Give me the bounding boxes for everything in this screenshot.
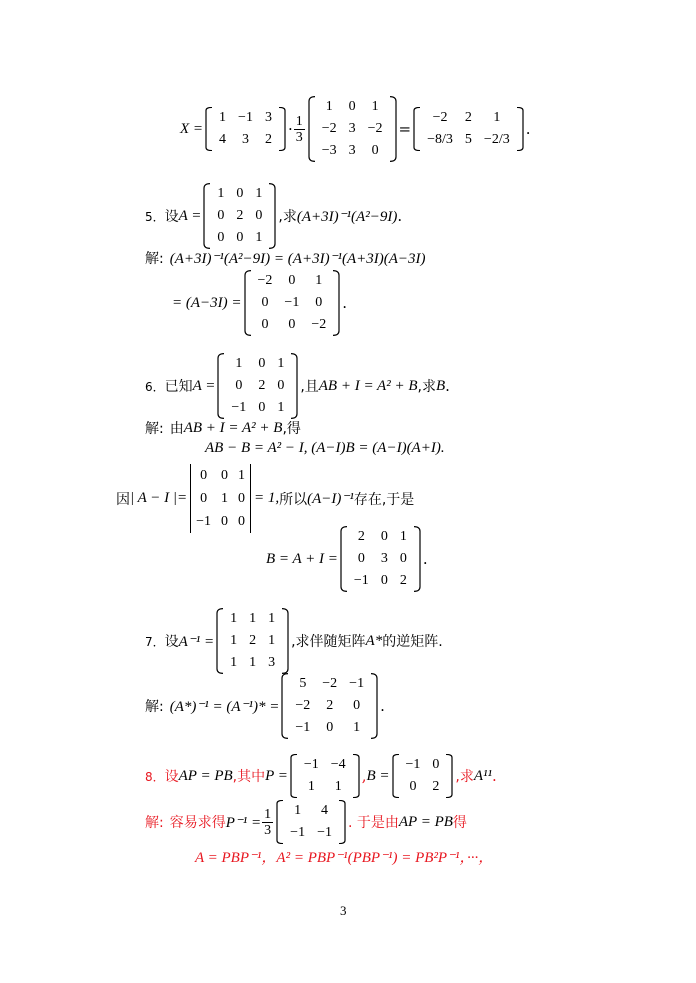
- right-paren: [389, 96, 397, 162]
- matrix-cell: −1: [196, 514, 212, 529]
- matrix-cell: −2/3: [483, 132, 510, 147]
- math: B = A + I =: [266, 550, 338, 567]
- matrix-cell: 1: [235, 356, 243, 371]
- right-paren: [278, 107, 286, 151]
- text: 得: [452, 815, 467, 831]
- matrix-cell: 2: [264, 132, 272, 147]
- matrix-cell: 1: [315, 273, 323, 288]
- matrix-cell: 0: [236, 186, 244, 201]
- text: 所以: [279, 491, 308, 508]
- matrix-cell: 1: [230, 633, 238, 648]
- dot: ·: [287, 120, 293, 138]
- matrix-cell: 0: [432, 757, 440, 772]
- matrix-cell: 1: [230, 611, 238, 626]
- matrix-cell: −4: [330, 757, 346, 772]
- matrix-cell: 0: [261, 295, 269, 310]
- matrix-cell: 0: [315, 295, 323, 310]
- matrix-cell: 0: [235, 378, 243, 393]
- matrix-cell: 1: [334, 779, 342, 794]
- matrix-cell: 2: [357, 529, 365, 544]
- text: 存在,于是: [353, 491, 415, 508]
- math: = 1,: [254, 490, 280, 506]
- matrix-cell: −8/3: [427, 132, 453, 147]
- right-paren: [413, 526, 421, 592]
- matrix-cell: 1: [238, 468, 246, 483]
- solution-5-line2: [172, 270, 347, 336]
- period: .: [397, 207, 403, 225]
- matrix-cell: 0: [371, 143, 379, 158]
- left-paren: [216, 608, 224, 674]
- solution-label: 解:: [145, 421, 164, 437]
- matrix-cell: 1: [371, 99, 379, 114]
- fraction: $\frac{1}{3}$: [295, 113, 303, 145]
- matrix-cell: 0: [238, 491, 246, 506]
- matrix-cell: 1: [217, 186, 225, 201]
- problem-6: [145, 353, 450, 419]
- math: (A+3I)⁻¹(A²−9I): [296, 208, 398, 225]
- matrix-cell: −2: [257, 273, 273, 288]
- matrix-cell: 0: [409, 779, 417, 794]
- solution-6-line2: [205, 440, 445, 457]
- right-paren: [516, 107, 524, 151]
- math: AP = PB: [178, 767, 233, 784]
- matrix-cell: −1: [303, 757, 319, 772]
- matrix-cell: −1: [353, 573, 369, 588]
- matrix-cell: −1: [317, 825, 332, 840]
- math: (A*)⁻¹ = (A⁻¹)* =: [169, 698, 280, 715]
- problem-8: [145, 754, 497, 798]
- problem-7: [145, 608, 443, 674]
- matrix-cell: 5: [464, 132, 472, 147]
- matrix-cell: 0: [326, 720, 334, 735]
- matrix: [203, 183, 276, 249]
- matrix-cell: 1: [294, 803, 302, 818]
- matrix-cell: 2: [249, 633, 257, 648]
- matrix-cell: 0: [200, 491, 208, 506]
- text: ,求伴随矩阵: [291, 634, 366, 650]
- text: 设: [164, 769, 179, 785]
- math: = (A−3I) =: [172, 294, 242, 311]
- solution-5-line1: [145, 248, 426, 268]
- matrix-cell: 0: [380, 529, 388, 544]
- matrix-cell: 4: [219, 132, 227, 147]
- math: AB + I = A² + B: [183, 419, 283, 436]
- matrix-cell: 0: [258, 356, 266, 371]
- matrix-cell: −2: [295, 698, 311, 713]
- matrix-cell: 1: [249, 655, 257, 670]
- matrix-cell: −1: [405, 757, 421, 772]
- matrix-cell: 0: [221, 514, 229, 529]
- eq-x-lhs: X =: [180, 120, 204, 137]
- matrix-cell: 2: [236, 208, 244, 223]
- matrix-cell: 1: [325, 99, 333, 114]
- left-paren: [392, 754, 400, 798]
- right-paren: [332, 270, 340, 336]
- matrix-cell: 0: [353, 698, 361, 713]
- matrix-cell: 0: [217, 208, 225, 223]
- determinant: [190, 464, 251, 533]
- matrix-cell: 1: [249, 611, 257, 626]
- right-paren: [445, 754, 453, 798]
- matrix-cell: 3: [380, 551, 388, 566]
- matrix-cell: −1: [284, 295, 300, 310]
- matrix-cell: 1: [221, 491, 229, 506]
- right-paren: [338, 800, 346, 844]
- problem-number: 7．: [145, 634, 165, 649]
- math: A = PBP⁻¹，A² = PBP⁻¹(PBP⁻¹) = PB²P⁻¹，···，: [195, 850, 494, 866]
- matrix-cell: 1: [353, 720, 361, 735]
- math: P =: [265, 767, 288, 784]
- matrix-cell: 0: [221, 468, 229, 483]
- matrix: [340, 526, 421, 592]
- matrix-cell: 0: [277, 378, 285, 393]
- matrix-cell: 0: [288, 317, 296, 332]
- text: ,其中: [232, 769, 266, 785]
- solution-label: 解:: [145, 699, 164, 715]
- matrix-cell: 2: [464, 110, 472, 125]
- matrix-cell: 1: [268, 633, 276, 648]
- math: AP = PB: [398, 813, 453, 830]
- text: 设: [164, 209, 179, 225]
- matrix-cell: −2: [432, 110, 448, 125]
- text: . 于是由: [347, 815, 399, 831]
- text: 的逆矩阵.: [382, 634, 443, 650]
- math: A⁻¹ =: [178, 633, 215, 650]
- matrix-cell: 4: [321, 803, 329, 818]
- matrix-cell: 1: [255, 230, 263, 245]
- matrix-cell: 1: [277, 356, 285, 371]
- right-paren: [370, 673, 378, 739]
- left-paren: [413, 107, 421, 151]
- left-paren: [244, 270, 252, 336]
- matrix-cell: 2: [399, 573, 407, 588]
- period: .: [445, 377, 450, 395]
- solution-8-line2: [195, 846, 493, 867]
- matrix-cell: 0: [258, 400, 266, 415]
- text: ,求: [417, 379, 436, 395]
- matrix-cell: 2: [258, 378, 266, 393]
- matrix-cell: 0: [288, 273, 296, 288]
- solution-8-line1: [145, 800, 467, 844]
- matrix-cell: −2: [322, 676, 338, 691]
- matrix-cell: 0: [255, 208, 263, 223]
- matrix-cell: −1: [231, 400, 247, 415]
- text: ,得: [282, 421, 301, 437]
- matrix-cell: −1: [238, 110, 253, 125]
- period: .: [492, 767, 497, 785]
- matrix-cell: −2: [311, 317, 327, 332]
- left-paren: [205, 107, 213, 151]
- matrix: [413, 107, 524, 151]
- text: ,且: [300, 379, 319, 395]
- matrix-cell: 0: [236, 230, 244, 245]
- matrix-cell: −1: [349, 676, 365, 691]
- problem-number: 5．: [145, 209, 165, 224]
- right-paren: [352, 754, 360, 798]
- text: 因: [116, 491, 130, 508]
- problem-5: [145, 183, 402, 249]
- matrix-cell: 0: [217, 230, 225, 245]
- math: AB + I = A² + B: [318, 377, 418, 394]
- matrix-cell: 1: [268, 611, 276, 626]
- matrix: [308, 96, 397, 162]
- matrix: [217, 353, 298, 419]
- left-paren: [290, 754, 298, 798]
- matrix-cell: 1: [277, 400, 285, 415]
- matrix-cell: 1: [219, 110, 227, 125]
- matrix-cell: 3: [348, 143, 356, 158]
- matrix-cell: 1: [399, 529, 407, 544]
- period: .: [525, 120, 531, 138]
- math: B =: [366, 767, 390, 784]
- math: A*: [365, 632, 383, 649]
- text: 由: [169, 421, 184, 437]
- matrix-cell: −1: [290, 825, 306, 840]
- matrix-cell: 1: [255, 186, 263, 201]
- matrix: [392, 754, 454, 798]
- matrix-cell: 1: [230, 655, 238, 670]
- matrix: [281, 673, 378, 739]
- math: (A+3I)⁻¹(A²−9I) = (A+3I)⁻¹(A+3I)(A−3I): [169, 250, 426, 267]
- solution-label: 解:: [145, 251, 164, 267]
- matrix-cell: 0: [357, 551, 365, 566]
- text: ,求: [455, 769, 474, 785]
- right-paren: [290, 353, 298, 419]
- solution-6-det-line: [116, 464, 414, 533]
- text: 已知: [164, 379, 193, 395]
- matrix-cell: 3: [268, 655, 276, 670]
- matrix-cell: 0: [200, 468, 208, 483]
- left-paren: [340, 526, 348, 592]
- comma: ,: [361, 767, 367, 785]
- solution-7: [145, 673, 385, 739]
- text: 设: [164, 634, 179, 650]
- math: A¹¹: [473, 767, 493, 784]
- matrix: [290, 754, 360, 798]
- matrix-cell: 2: [432, 779, 440, 794]
- matrix-cell: 2: [326, 698, 334, 713]
- solution-6-result: [266, 526, 428, 592]
- matrix-cell: 0: [238, 514, 246, 529]
- left-paren: [203, 183, 211, 249]
- left-paren: [217, 353, 225, 419]
- right-paren: [281, 608, 289, 674]
- period: .: [342, 294, 348, 312]
- matrix: [276, 800, 346, 844]
- solution-label: 解:: [145, 815, 164, 831]
- math: B: [435, 377, 446, 394]
- right-paren: [268, 183, 276, 249]
- matrix-cell: 3: [348, 121, 356, 136]
- matrix-cell: 3: [242, 132, 249, 147]
- fraction: $\frac{1}{3}$: [264, 806, 272, 838]
- equals: =: [398, 120, 412, 138]
- period: .: [380, 697, 385, 715]
- matrix-cell: 0: [348, 99, 356, 114]
- matrix-cell: −1: [295, 720, 311, 735]
- matrix: [205, 107, 286, 151]
- matrix-cell: −2: [321, 121, 337, 136]
- matrix-cell: −3: [321, 143, 337, 158]
- matrix-cell: 0: [399, 551, 407, 566]
- left-paren: [276, 800, 284, 844]
- matrix-cell: −2: [367, 121, 383, 136]
- matrix: [244, 270, 341, 336]
- matrix-cell: 0: [380, 573, 388, 588]
- matrix: [216, 608, 289, 674]
- problem-number: 8．: [145, 769, 165, 784]
- matrix-cell: 0: [261, 317, 269, 332]
- matrix-cell: 1: [307, 779, 315, 794]
- text: 容易求得: [169, 815, 226, 831]
- matrix-cell: 5: [299, 676, 307, 691]
- math: (A−I)⁻¹: [307, 491, 354, 507]
- page-number: 3: [340, 903, 347, 918]
- period: .: [422, 550, 428, 568]
- math: A =: [178, 207, 202, 224]
- math: | A − I |=: [130, 490, 188, 506]
- math: P⁻¹ =: [225, 814, 262, 831]
- left-paren: [308, 96, 316, 162]
- math: A =: [192, 377, 216, 394]
- text: ,求: [278, 209, 297, 225]
- solution-6-line1: [145, 418, 301, 438]
- left-paren: [281, 673, 289, 739]
- matrix-cell: 1: [493, 110, 501, 125]
- equation-x: [180, 96, 531, 162]
- math: AB − B = A² − I, (A−I)B = (A−I)(A+I).: [205, 440, 445, 456]
- matrix-cell: 3: [264, 110, 272, 125]
- problem-number: 6．: [145, 379, 165, 394]
